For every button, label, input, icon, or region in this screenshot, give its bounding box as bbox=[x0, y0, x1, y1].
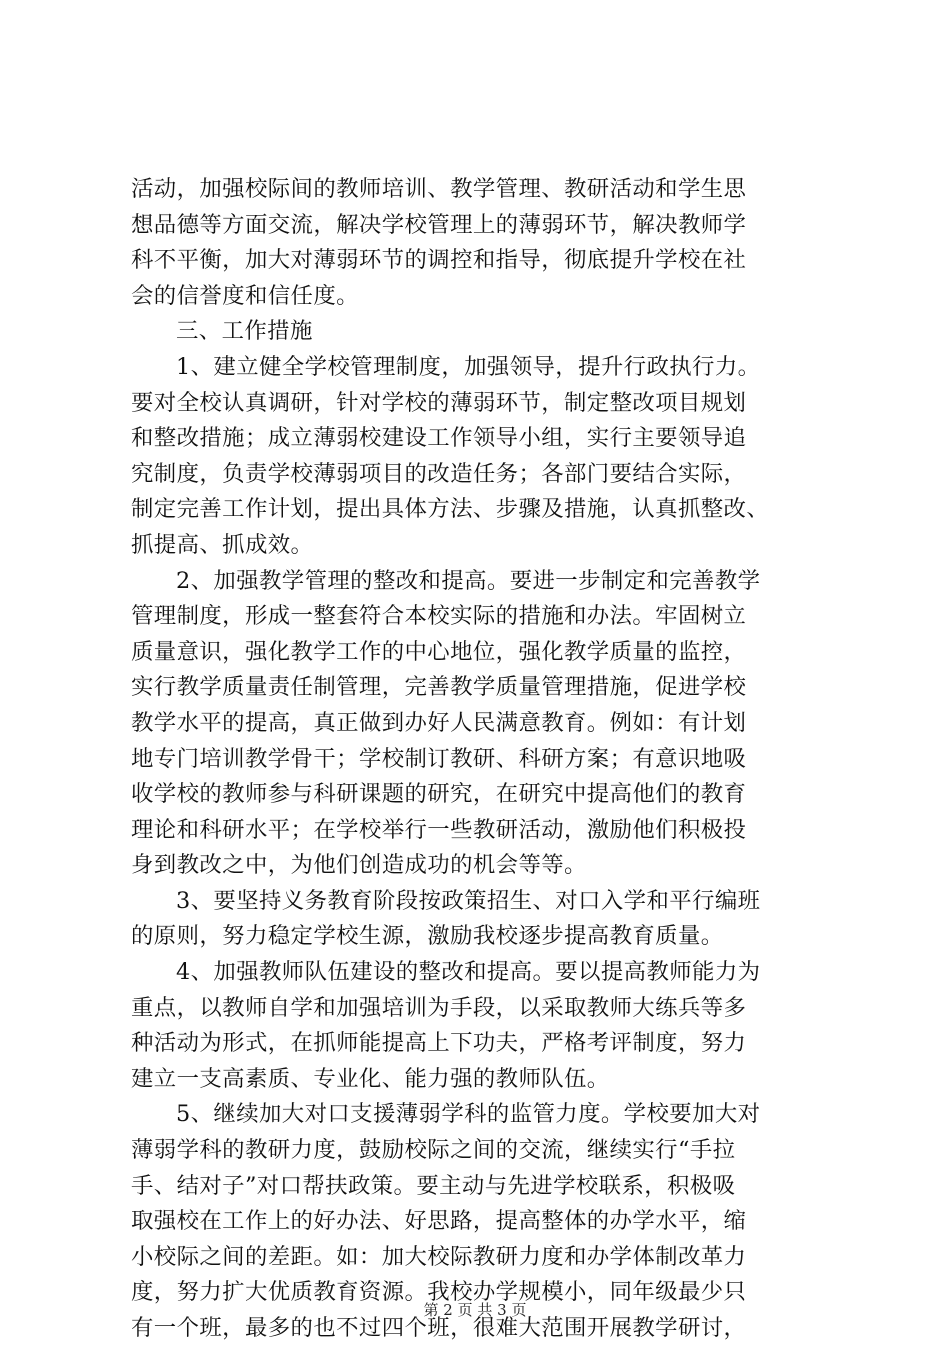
text-line: 建立一支高素质、专业化、能力强的教师队伍。 bbox=[131, 1065, 610, 1092]
text-line: 质量意识，强化教学工作的中心地位，强化教学质量的监控， bbox=[131, 638, 747, 665]
text-line: 重点，以教师自学和加强培训为手段，以采取教师大练兵等多 bbox=[131, 994, 747, 1021]
text-line: 手、结对子”对口帮扶政策。要主动与先进学校联系，积极吸 bbox=[131, 1172, 736, 1199]
text-line: 科不平衡，加大对薄弱环节的调控和指导，彻底提升学校在社 bbox=[131, 247, 747, 274]
text-line: 有一个班，最多的也不过四个班，很难大范围开展教学研讨， bbox=[131, 1315, 747, 1341]
text-line: 想品德等方面交流，解决学校管理上的薄弱环节，解决教师学 bbox=[131, 211, 747, 238]
text-line: 管理制度，形成一整套符合本校实际的措施和办法。牢固树立 bbox=[131, 603, 747, 630]
text-line: 5、继续加大对口支援薄弱学科的监管力度。学校要加大对 bbox=[176, 1101, 761, 1128]
text-line: 理论和科研水平；在学校举行一些教研活动，激励他们积极投 bbox=[131, 816, 747, 843]
page-footer: 第 2 页 共 3 页 bbox=[423, 1301, 527, 1319]
text-line: 度，努力扩大优质教育资源。我校办学规模小，同年级最少只 bbox=[131, 1279, 747, 1306]
text-line: 2、加强教学管理的整改和提高。要进一步制定和完善教学 bbox=[176, 567, 761, 594]
section-heading: 三、工作措施 bbox=[176, 318, 313, 345]
text-line: 实行教学质量责任制管理，完善教学质量管理措施，促进学校 bbox=[131, 674, 747, 701]
text-line: 究制度，负责学校薄弱项目的改造任务；各部门要结合实际， bbox=[131, 460, 747, 487]
text-line: 和整改措施；成立薄弱校建设工作领导小组，实行主要领导追 bbox=[131, 425, 747, 452]
text-line: 薄弱学科的教研力度，鼓励校际之间的交流，继续实行“手拉 bbox=[131, 1137, 736, 1164]
text-line: 地专门培训教学骨干；学校制订教研、科研方案；有意识地吸 bbox=[131, 745, 747, 772]
text-line: 小校际之间的差距。如：加大校际教研力度和办学体制改革力 bbox=[131, 1243, 747, 1270]
text-line: 的原则，努力稳定学校生源，激励我校逐步提高教育质量。 bbox=[131, 923, 724, 950]
text-line: 教学水平的提高，真正做到办好人民满意教育。例如：有计划 bbox=[131, 709, 747, 736]
text-line: 1、建立健全学校管理制度，加强领导，提升行政执行力。 bbox=[176, 353, 761, 380]
text-line: 活动，加强校际间的教师培训、教学管理、教研活动和学生思 bbox=[131, 176, 747, 202]
text-line: 3、要坚持义务教育阶段按政策招生、对口入学和平行编班 bbox=[176, 887, 761, 914]
text-line: 抓提高、抓成效。 bbox=[131, 531, 314, 558]
text-line: 要对全校认真调研，针对学校的薄弱环节，制定整改项目规划 bbox=[131, 389, 747, 416]
text-line: 取强校在工作上的好办法、好思路，提高整体的办学水平，缩 bbox=[131, 1208, 747, 1235]
body-text bbox=[131, 172, 831, 1347]
text-line: 身到教改之中，为他们创造成功的机会等等。 bbox=[131, 852, 587, 879]
text-line: 种活动为形式，在抓师能提高上下功夫，严格考评制度，努力 bbox=[131, 1030, 747, 1057]
text-line: 制定完善工作计划，提出具体方法、步骤及措施，认真抓整改、 bbox=[131, 496, 770, 523]
text-line: 收学校的教师参与科研课题的研究，在研究中提高他们的教育 bbox=[131, 781, 747, 808]
text-line: 4、加强教师队伍建设的整改和提高。要以提高教师能力为 bbox=[176, 959, 761, 986]
text-line: 会的信誉度和信任度。 bbox=[131, 282, 359, 309]
